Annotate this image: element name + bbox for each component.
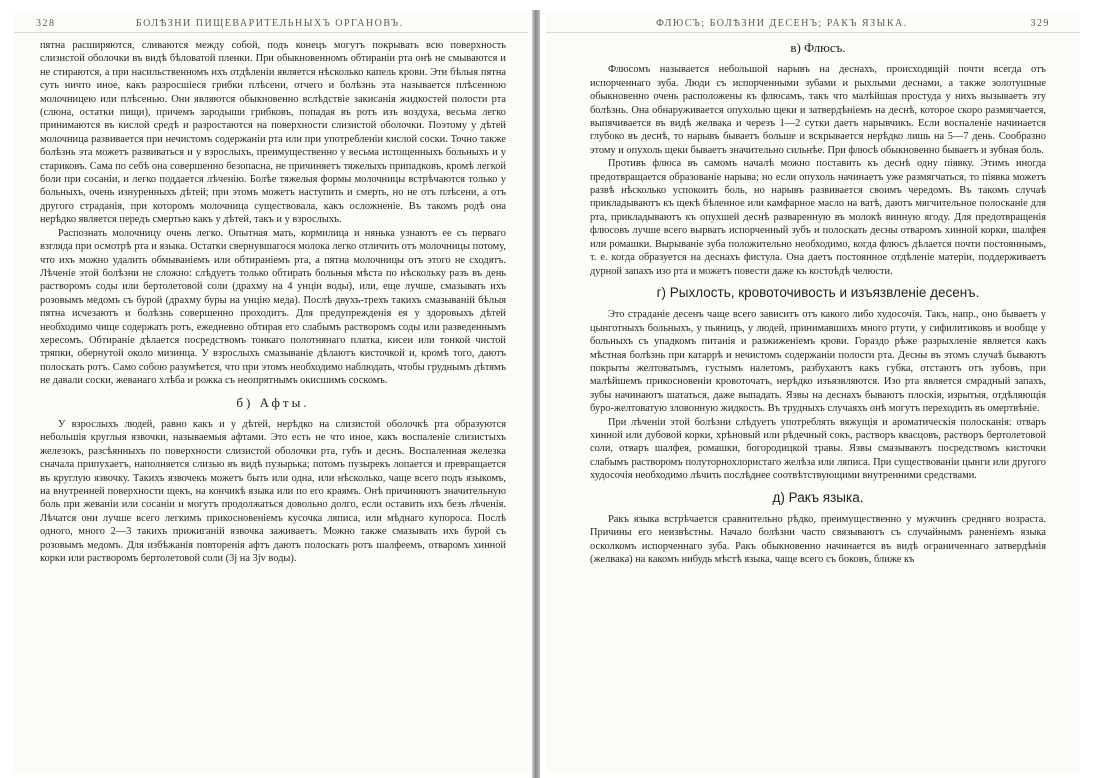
book-gutter: [532, 10, 540, 778]
left-page-header: [14, 14, 528, 33]
paragraph: У взрослыхъ людей, равно какъ и у дѣтей, нерѣдко на слизистой оболочкѣ рта образуются небольшія круглыя язвочки, называемыя афтами. Это есть не что иное, какъ воспаленіе слизистыхъ железокъ, разсѣянныхъ по поверхности слизистой оболочки рта, губъ и деснъ. Воспаленная железка сначала припухаетъ, наполняется слизью въ видѣ пузырька; потомъ пузырекъ лопается и превращается въ круглую язвочку. Такихъ язвочекъ можетъ быть или одна, или нѣсколько, чаще всего подъ языкомъ, на внутренней поверхности щекъ, на кончикѣ языка или по его краямъ. Онѣ причиняютъ значительную боль при жеваніи или сосаніи и могутъ продолжаться довольно долго, если оставить ихъ безъ лѣченія. Лѣчатся они лучше всего легкимъ прикосновеніемъ кусочка ляписа, или мѣднаго купороса. Послѣ одного, много 2—3 такихъ прижиганій язвочка заживаетъ. Можно также смазывать ихъ бурой съ розовымъ медомъ. Для избѣжанія повторенія афтъ даютъ полоскать ротъ шалфеемъ, отваромъ хинной корки или растворомъ бертолетовой соли (3j на 3jv воды).: [40, 418, 506, 565]
left-page-number: 328: [36, 17, 56, 29]
right-page-number: 329: [1030, 17, 1050, 29]
left-running-head: БОЛѢЗНИ ПИЩЕВАРИТЕЛЬНЫХЪ ОРГАНОВЪ.: [135, 17, 404, 29]
paragraph: При лѣченіи этой болѣзни слѣдуетъ употреблять вяжущія и ароматическія полосканія: отваръ хинной или дубовой корки, хрѣновый или рѣдечный сокъ, растворъ квасцовъ, растворъ бертолетовой соли, отваръ шалфея, ромашки, богородицкой травы. Язвы смазываютъ посредствомъ кисточки слабымъ растворомъ полуторнохлористаго желѣза или ляписа. При существованіи цынги или другого худосочія необходимо лѣчить послѣднее соотвѣтствующими внутренними средствами.: [590, 416, 1046, 482]
paragraph: пятна расширяются, сливаются между собой, подъ конецъ могутъ покрывать всю поверхность слизистой оболочки въ видѣ бѣловатой пленки. При обыкновенномъ обтираніи рта онѣ не смываются и не стираются, а при насильственномъ ихъ отдѣленіи является нѣсколько капель крови. Эти бѣлыя пятна суть ничто иное, какъ разросшіеся грибки плѣсени, отчего и болѣзнь эта называется плѣсенною молочницею или плѣсенью. Они являются обыкновенно вслѣдствіе закисанія жидкостей полости рта (слюна, остатки пищи), причемъ зародыши грибковъ, попадая въ ротъ изъ воздуха, весьма легко принимаются въ кислой средѣ и разростаются на поверхности слизистой оболочки. Поэтому у дѣтей молочница развивается при нечистомъ содержаніи рта или при употребленіи кислой соски. Точно также болѣзнь эта можетъ развиваться и у взрослыхъ, преимущественно у весьма истощенныхъ больныхъ и у стариковъ. Сама по себѣ она совершенно безопасна, не причиняетъ тяжелыхъ припадковъ, кромѣ легкой боли при сосаніи, и легко поддается лѣченію. Болѣе тяжелыя формы молочницы встрѣчаются только у больныхъ, очень изнуренныхъ дѣтей; при этомъ можетъ наступить и смерть, но не отъ плѣсени, а отъ другого страданія, при которомъ молочница существовала, какъ осложненіе. Въ такомъ родѣ она нерѣдко является передъ смертью какъ у дѣтей, такъ и у взрослыхъ.: [40, 40, 506, 226]
section-heading-flyus: в) Флюсъ.: [790, 40, 846, 55]
left-page: [14, 14, 528, 774]
right-page: [546, 14, 1080, 774]
paragraph: Ракъ языка встрѣчается сравнительно рѣдко, преимущественно у мужчинъ средняго возраста. Причины его неизвѣстны. Начало болѣзни часто связываютъ съ случайнымъ раненіемъ языка осколкомъ испорченнаго зуба. Ракъ обыкновенно начинается въ видѣ ограниченнаго затвердѣнія (желвака) на какомъ нибудь мѣстѣ языка, чаще всего съ боковъ, ближе къ: [590, 514, 1046, 566]
paragraph: Флюсомъ называется небольшой нарывъ на деснахъ, происходящій почти всегда отъ испорченнаго зуба. Люди съ испорченными зубами и рыхлыми деснами, а также золотушные обыкновенно очень расположены къ флюсамъ, такъ что малѣйшая простуда у нихъ вызываетъ эту болѣзнь. Она обнаруживается опухолью щеки и затвердѣніемъ на деснѣ, которое скоро размягчается, выпячивается въ видѣ желвака и черезъ 1—2 сутки даетъ нарывчикъ. Если воспаленіе начинается глубоко въ деснѣ, то нарывъ бываетъ больше и вскрывается нерѣдко лишь на 5—7 день. Сообразно этому и опухоль щеки бываетъ значительно сильнѣе. При флюсѣ обыкновенно бываетъ и зубная боль.: [590, 64, 1046, 156]
paragraph: Противъ флюса въ самомъ началѣ можно поставить къ деснѣ одну піявку. Этимъ иногда предотвращается образованіе нарыва; но если опухоль начинаетъ уже размягчаться, то піявка можетъ развѣ нѣсколько успокоить боль, но нарывъ развивается своимъ чередомъ. Въ такомъ случаѣ прикладываютъ къ щекѣ бѣленное или камфарное масло на ватѣ, даютъ мягчительное полосканіе для рта, прикладываютъ къ опухшей деснѣ разваренную въ молокѣ винную ягоду. Для предотвращенія флюсовъ лучше всего вырвать испорченный зубъ и полоскать десны отваромъ хинной корки, шалфея или ромашки. Вырываніе зуба положительно необходимо, когда флюсъ дѣлается почти постояннымъ, т. е. когда образуется на деснахъ фистула. Она даетъ постоянное отдѣленіе матеріи, поддерживаетъ дурной запахъ изо рта и можетъ повести даже къ костоѣдѣ челюсти.: [590, 158, 1046, 277]
left-page-body: [14, 39, 528, 565]
section-heading-afty: б) Афты.: [236, 394, 310, 410]
right-running-head: ФЛЮСЪ; БОЛѢЗНИ ДЕСЕНЪ; РАКЪ ЯЗЫКА.: [656, 17, 908, 29]
right-page-header: [546, 14, 1080, 33]
section-heading-gums: г) Рыхлость, кровоточивость и изъязвленіе десенъ.: [656, 284, 980, 300]
paragraph: Распознать молочницу очень легко. Опытная мать, кормилица и нянька узнаютъ ее съ перваго взгляда при осмотрѣ рта и языка. Остатки свернувшагося молока легко отличить отъ молочницы потому, что ихъ можно удалить обмываніемъ или обтираніемъ рта, а пятна молочницы отъ этого не сходятъ. Лѣченіе этой болѣзни не сложно: слѣдуетъ только обтирать больныя мѣста по нѣскольку разъ въ день растворомъ соды или бертолетовой соли (драхму на 4 унціи воды), или, еще лучше, смазывать ихъ розовымъ медомъ съ бурой (драхму буры на унцію меда). Послѣ двухъ-трехъ такихъ смазываній бѣлыя пятна исчезаютъ и болѣзнь совершенно проходитъ. Для предупрежденія ея у здоровыхъ дѣтей необходимо чище содержать ротъ, ежедневно обтирая его слабымъ растворомъ соды или разведеннымъ хересомъ. Обтираніе дѣлается посредствомъ тонкаго полотнянаго платка, кисеи или тонкой чистой тряпки, обернутой около мизинца. У взрослыхъ смазываніе дѣлаютъ кисточкой и, кромѣ того, даютъ полоскать ротъ. Само собою разумѣется, что при этомъ необходимо наблюдать, чтобы груднымъ дѣтямъ не давали соски, жеванаго хлѣба и рожка съ неопрятнымъ окисшимъ соскомъ.: [40, 227, 506, 387]
section-heading-tongue-cancer: д) Ракъ языка.: [772, 489, 864, 505]
right-page-body: [546, 41, 1080, 567]
paragraph: Это страданіе десенъ чаще всего зависитъ отъ какого либо худосочія. Такъ, напр., оно бываетъ у цынготныхъ больныхъ, у пьяницъ, у людей, принимавшихъ много ртути, у сифилитиковъ и вообще у больныхъ съ упадкомъ питанія и разжиженіемъ крови. Гораздо рѣже разрыхленіе является какъ мѣстная болѣзнь при катаррѣ и нечистомъ содержаніи полости рта. Десны въ этомъ случаѣ бываютъ покрыты желтоватымъ, густымъ налетомъ, разбухаютъ какъ губка, отстаютъ отъ зубовъ, при малѣйшемъ прикосновеніи кровоточатъ, нерѣдко изъязвляются. Изо рта является смрадный запахъ, зубы начинаютъ шататься, даже выпадать. Язвы на деснахъ бываютъ плоскія, изрытыя, отдѣляющія буро-желтоватую зловонную жидкость. Въ трудныхъ случаяхъ онѣ могутъ переходить въ омертвѣніе.: [590, 309, 1046, 415]
